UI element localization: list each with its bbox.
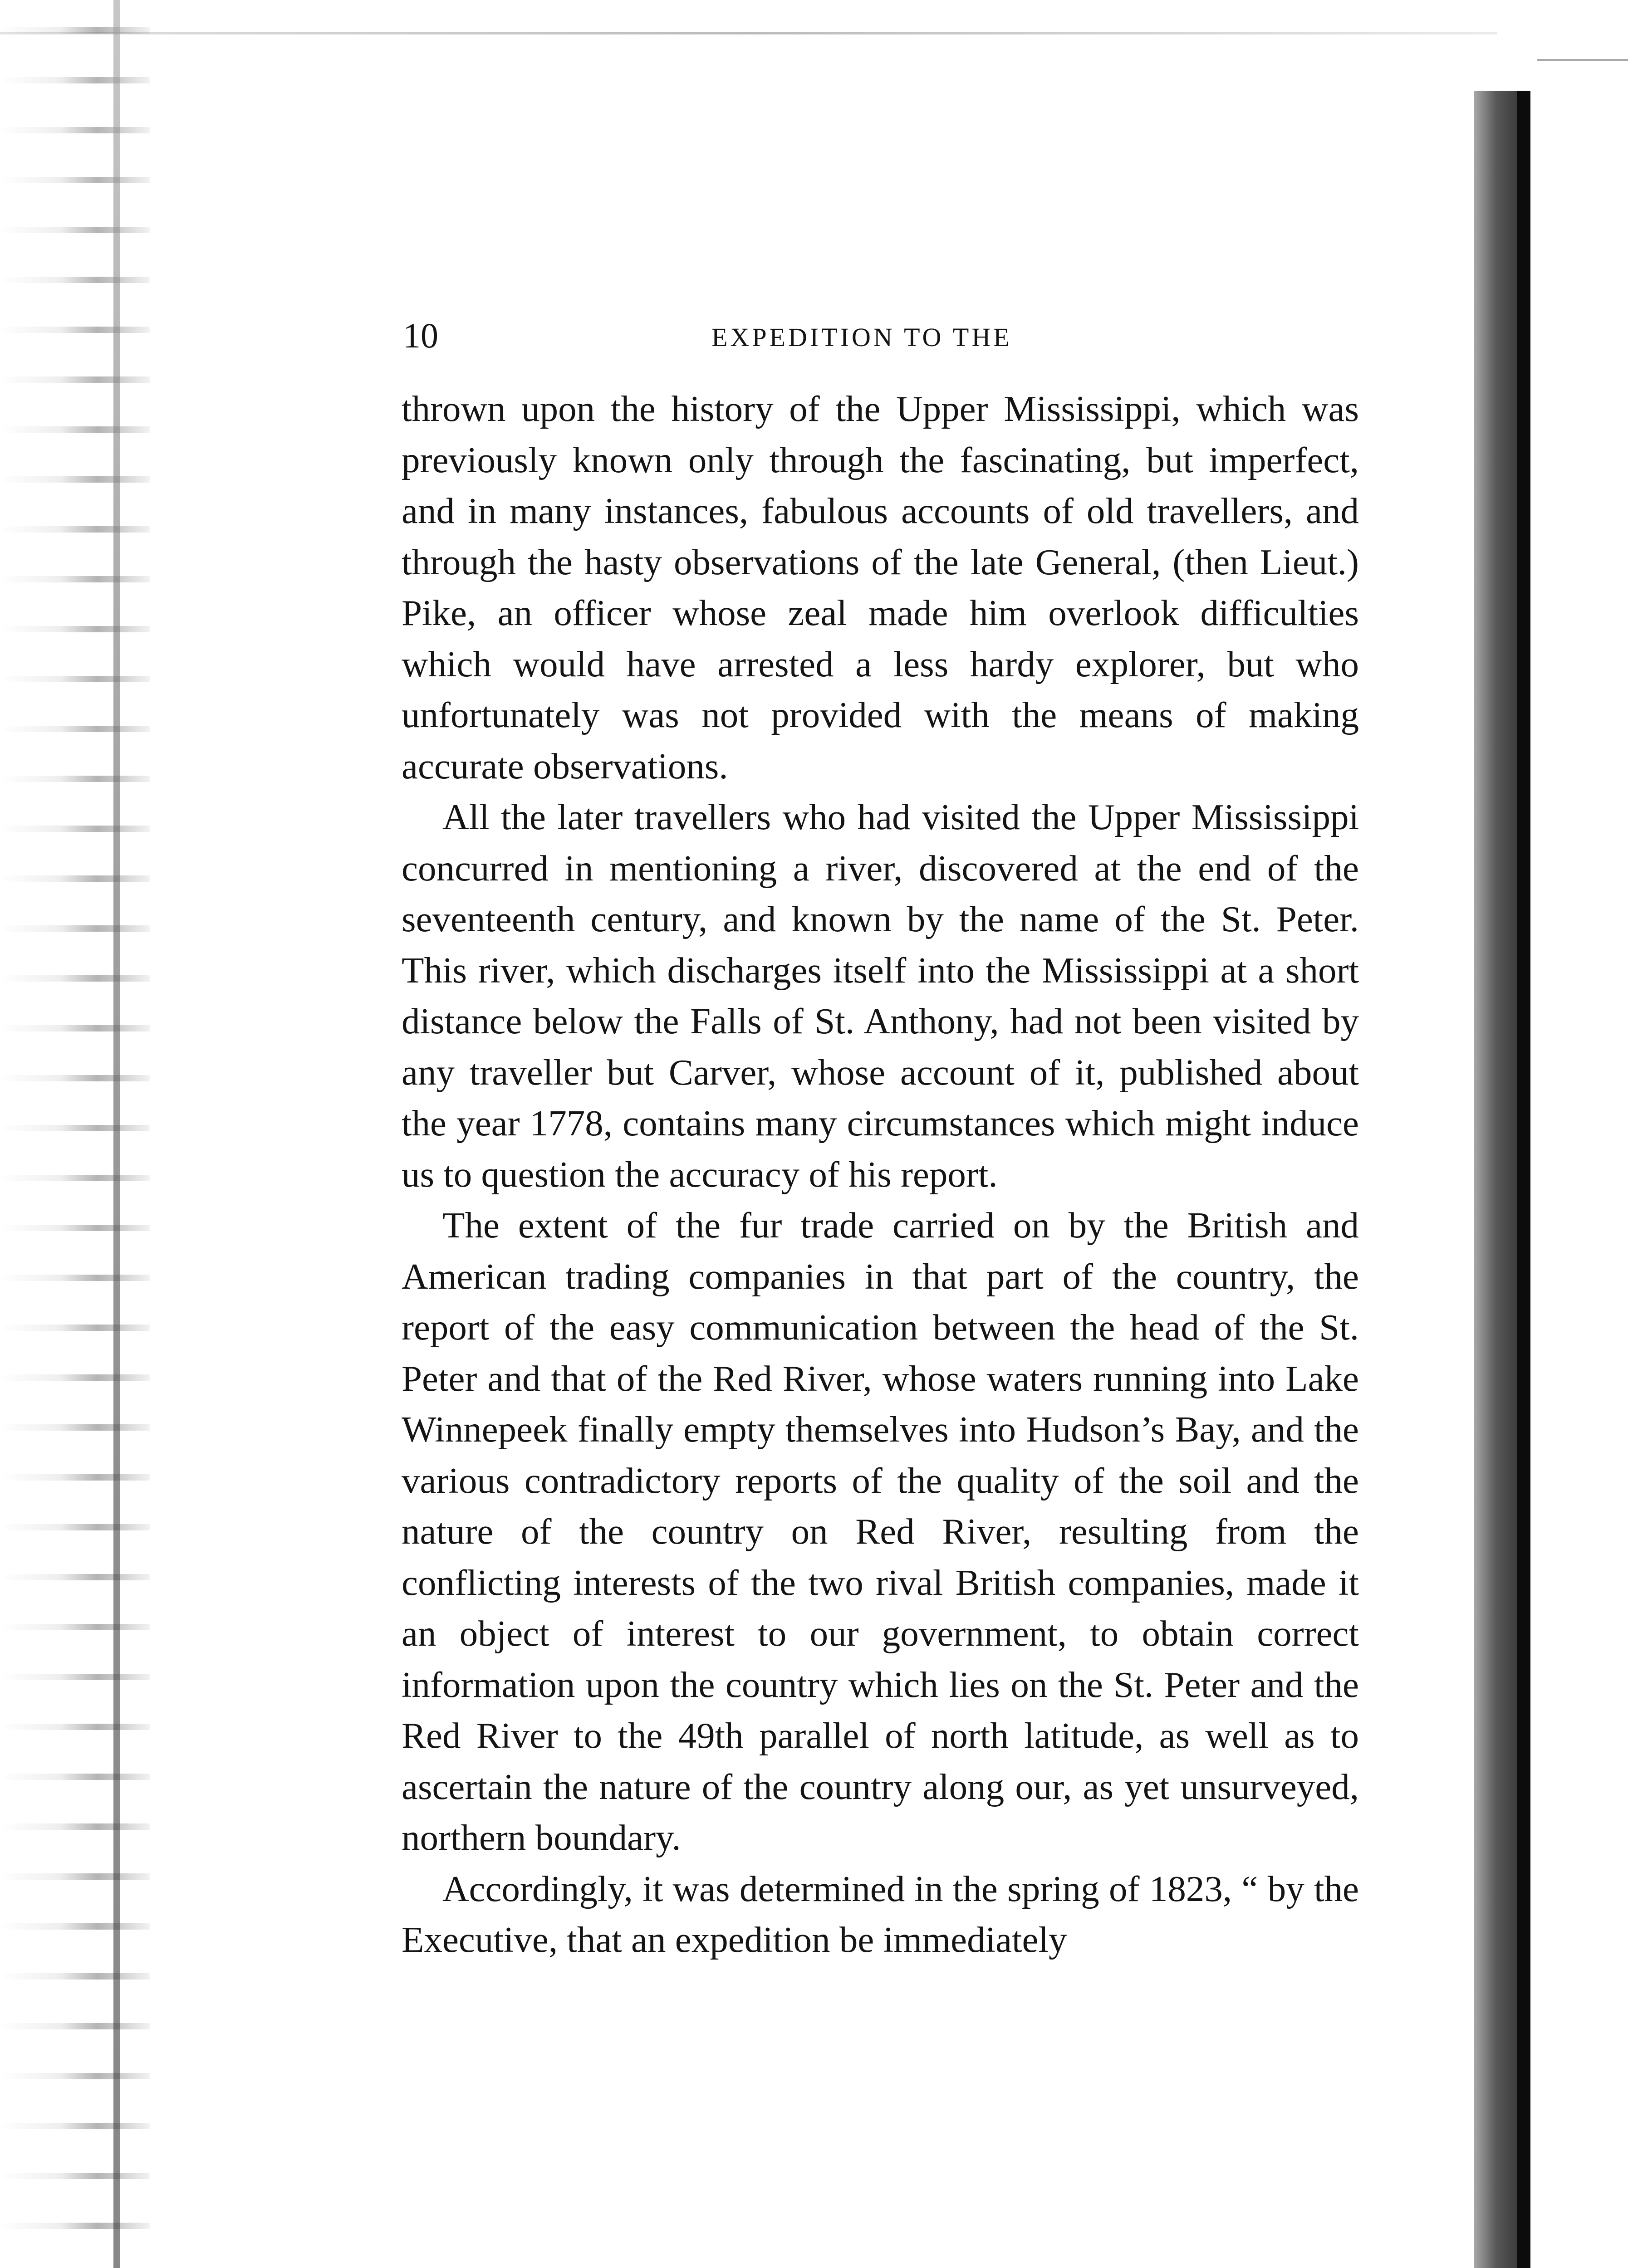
paragraph: Accordingly, it was determined in the spring of 1823, “ by the Executive, that an expedition be immediately (402, 1868, 1359, 1960)
paragraph: All the later travellers who had visited the Upper Mississippi concurred in mentioning a river, discovered at the end of the seventeenth century, and known by the name of the St. Peter. This river, which discharges itself into the Mississippi at a short distance below the Falls of St. Anthony, had not been visited by any traveller but Carver, whose account of it, published about the year 1778, contains many circumstances which might induce us to question the accuracy of his report. (402, 797, 1359, 1195)
scan-right-dark-bar (1517, 91, 1530, 2268)
paragraph: thrown upon the history of the Upper Mississippi, which was previously known only through the fascinating, but imperfect, and in many instances, fabulous accounts of old travellers, and through the hasty observations of the late General, (then Lieut.) Pike, an officer whose zeal made him overlook difficulties which would have arrested a less hardy explorer, but who unfortunately was not provided with the means of making accurate observations. (402, 388, 1359, 787)
scan-left-margin-shadow (0, 0, 150, 2268)
scan-binding-edge (113, 0, 120, 2268)
paragraph: The extent of the fur trade carried on by the British and American trading companies in that part of the country, the report of the easy communication between the head of the St. Peter and that of the Red River, whose waters running into Lake Winnepeek finally empty themselves into Hudson’s Bay, and the various contradictory reports of the quality of the soil and the nature of the country on Red River, resulting from the conflicting interests of the two rival British companies, made it an object of interest to our government, to obtain correct information upon the country which lies on the St. Peter and the Red River to the 49th parallel of north latitude, as well as to ascertain the nature of the country along our, as yet unsurveyed, northern boundary. (402, 1205, 1359, 1858)
running-header (403, 313, 1361, 363)
body-text (402, 383, 1359, 1965)
scan-right-edge-mark (1537, 59, 1628, 61)
running-title: EXPEDITION TO THE (711, 323, 1012, 352)
scan-right-page-edge (1474, 91, 1524, 2268)
page-number: 10 (403, 316, 438, 355)
scan-top-border (0, 32, 1497, 34)
